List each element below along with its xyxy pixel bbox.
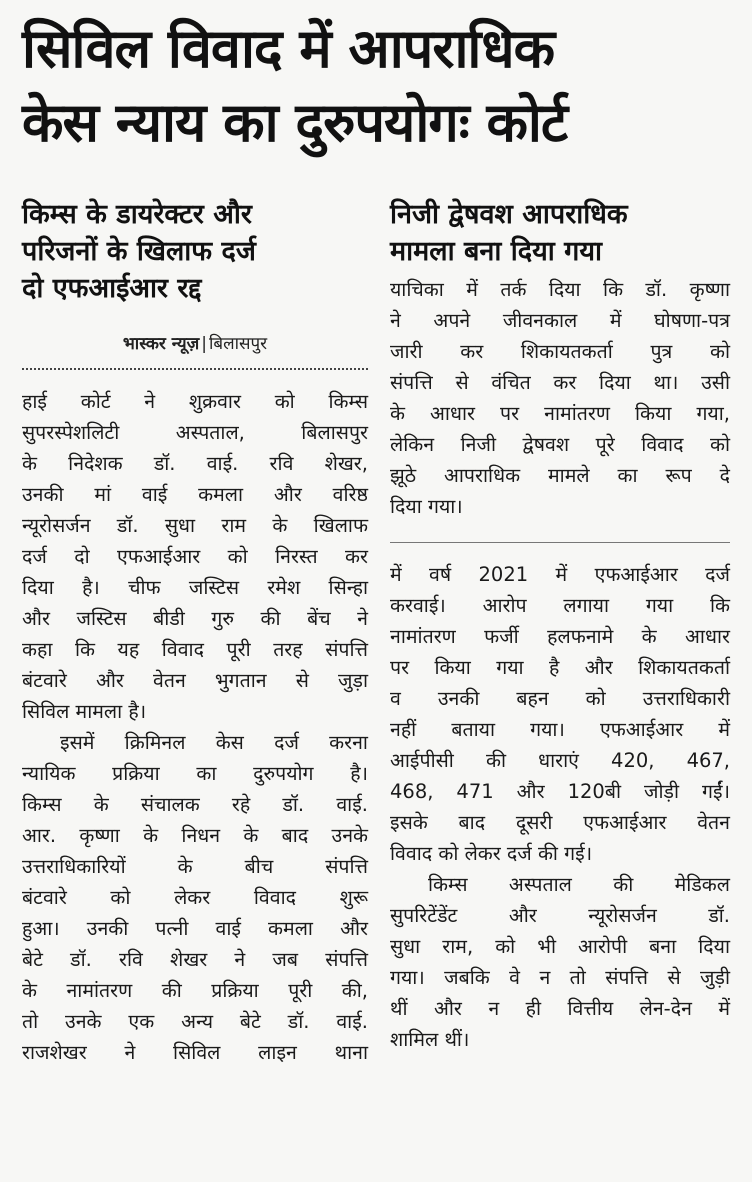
headline: [22, 12, 734, 160]
text-line: न्यायिक प्रक्रिया का दुरुपयोग है।: [22, 762, 368, 785]
headline-line-2: केस न्याय का दुरुपयोगः कोर्ट: [22, 91, 568, 154]
text-line: आर. कृष्णा के निधन के बाद उनके: [22, 824, 368, 847]
dotted-divider: [22, 368, 368, 370]
text-line: गया। जबकि वे न तो संपत्ति से जुड़ी: [390, 966, 730, 989]
text-line: में वर्ष 2021 में एफआईआर दर्ज: [390, 563, 730, 586]
text-line: के नामांतरण की प्रक्रिया पूरी की,: [22, 979, 368, 1002]
text-line: झूठे आपराधिक मामले का रूप दे: [390, 464, 730, 487]
right-column: [390, 196, 730, 1055]
text-line: संपत्ति से वंचित कर दिया था। उसी: [390, 371, 730, 394]
right-body-bottom: [390, 559, 730, 1055]
text-line: करवाई। आरोप लगाया गया कि: [390, 594, 730, 617]
text-line: हाई कोर्ट ने शुक्रवार को किम्स: [22, 390, 368, 413]
text-line: जारी कर शिकायतकर्ता पुत्र को: [390, 340, 730, 363]
text-line: उनकी मां वाई कमला और वरिष्ठ: [22, 483, 368, 506]
left-subhead-line: दो एफआईआर रद्द: [22, 273, 202, 304]
text-line: राजशेखर ने सिविल लाइन थाना: [22, 1041, 368, 1064]
text-line: बंटवारे और वेतन भुगतान से जुड़ा: [22, 669, 368, 692]
byline-city: बिलासपुर: [208, 334, 268, 354]
text-line: के आधार पर नामांतरण किया गया,: [390, 402, 730, 425]
text-line: शामिल थीं।: [390, 1028, 470, 1051]
text-line: 468, 471 और 120बी जोड़ी गईं।: [390, 780, 730, 803]
headline-line-1: सिविल विवाद में आपराधिक: [22, 17, 555, 80]
text-line: थीं और न ही वित्तीय लेन-देन में: [390, 997, 730, 1020]
text-line: याचिका में तर्क दिया कि डॉ. कृष्णा: [390, 278, 730, 301]
left-column: [22, 196, 368, 1068]
byline-source: भास्कर न्यूज़: [122, 334, 200, 354]
right-subhead-line: निजी द्वेषवश आपराधिक: [390, 199, 628, 230]
right-subhead: [390, 196, 730, 270]
paragraph: [22, 386, 368, 727]
text-line: आईपीसी की धाराएं 420, 467,: [390, 749, 730, 772]
text-line: उत्तराधिकारियों के बीच संपत्ति: [22, 855, 368, 878]
text-line: व उनकी बहन को उत्तराधिकारी: [390, 687, 730, 710]
text-line: इसमें क्रिमिनल केस दर्ज करना: [60, 731, 368, 754]
left-subhead-line: परिजनों के खिलाफ दर्ज: [22, 236, 256, 267]
paragraph: [22, 727, 368, 1068]
text-line: सिविल मामला है।: [22, 700, 147, 723]
right-subhead-line: मामला बना दिया गया: [390, 236, 603, 267]
text-line: दर्ज दो एफआईआर को निरस्त कर: [22, 545, 368, 568]
left-body: [22, 386, 368, 1068]
text-line: इसके बाद दूसरी एफआईआर वेतन: [390, 811, 730, 834]
text-line: विवाद को लेकर दर्ज की गई।: [390, 842, 593, 865]
text-line: दिया गया।: [390, 495, 463, 518]
text-line: सुपरिटेंडेंट और न्यूरोसर्जन डॉ.: [390, 904, 730, 927]
text-line: किम्स अस्पताल की मेडिकल: [428, 873, 730, 896]
paragraph: [390, 274, 730, 522]
paragraph: [390, 559, 730, 869]
text-line: लेकिन निजी द्वेषवश पूरे विवाद को: [390, 433, 730, 456]
left-subhead-line: किम्स के डायरेक्टर और: [22, 199, 252, 230]
text-line: नामांतरण फर्जी हलफनामे के आधार: [390, 625, 730, 648]
text-line: तो उनके एक अन्य बेटे डॉ. वाई.: [22, 1010, 368, 1033]
text-line: ने अपने जीवनकाल में घोषणा-पत्र: [390, 309, 730, 332]
text-line: हुआ। उनकी पत्नी वाई कमला और: [22, 917, 368, 940]
byline-separator: |: [201, 334, 207, 354]
text-line: सुधा राम, को भी आरोपी बना दिया: [390, 935, 730, 958]
text-line: न्यूरोसर्जन डॉ. सुधा राम के खिलाफ: [22, 514, 368, 537]
text-line: किम्स के संचालक रहे डॉ. वाई.: [22, 793, 368, 816]
text-line: दिया है। चीफ जस्टिस रमेश सिन्हा: [22, 576, 368, 599]
text-line: नहीं बताया गया। एफआईआर में: [390, 718, 730, 741]
text-line: सुपरस्पेशलिटी अस्पताल, बिलासपुर: [22, 421, 368, 444]
text-line: बंटवारे को लेकर विवाद शुरू: [22, 886, 368, 909]
paragraph: [390, 869, 730, 1055]
text-line: के निदेशक डॉ. वाई. रवि शेखर,: [22, 452, 368, 475]
left-subhead: [22, 196, 368, 307]
column-divider: [390, 542, 730, 543]
byline: [22, 331, 368, 354]
right-body-top: [390, 274, 730, 522]
text-line: पर किया गया है और शिकायतकर्ता: [390, 656, 730, 679]
text-line: बेटे डॉ. रवि शेखर ने जब संपत्ति: [22, 948, 368, 971]
text-line: कहा कि यह विवाद पूरी तरह संपत्ति: [22, 638, 368, 661]
text-line: और जस्टिस बीडी गुरु की बेंच ने: [22, 607, 368, 630]
